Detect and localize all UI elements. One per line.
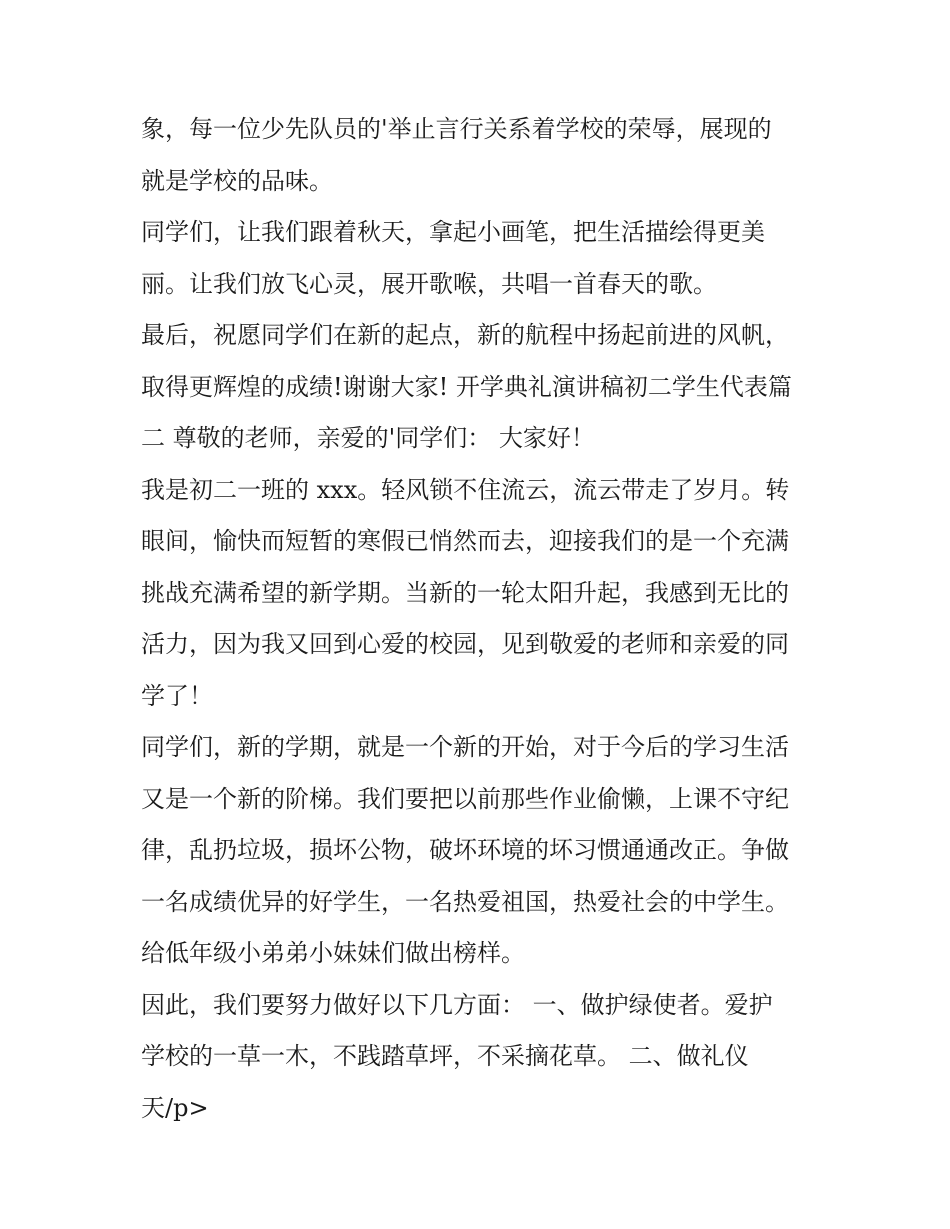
text-line: 又是一个新的阶梯。我们要把以前那些作业偷懒，上课不守纪 xyxy=(141,784,789,813)
text-line: 活力，因为我又回到心爱的校园，见到敬爱的老师和亲爱的同 xyxy=(141,630,789,658)
text-line: 就是学校的品味。 xyxy=(141,166,333,195)
speech-text-body xyxy=(141,104,821,1134)
text-line: 因此，我们要努力做好以下几方面： 一、做护绿使者。爱护 xyxy=(141,990,773,1019)
text-line: 我是初二一班的 xxx。轻风锁不住流云，流云带走了岁月。转 xyxy=(141,475,790,504)
text-line: 最后，祝愿同学们在新的起点，新的航程中扬起前进的风帆， xyxy=(141,321,789,349)
text-line: 给低年级小弟弟小妹妹们做出榜样。 xyxy=(141,939,525,967)
text-line: 二 尊敬的老师，亲爱的'同学们： 大家好！ xyxy=(141,424,595,452)
text-line: 眼间，愉快而短暂的寒假已悄然而去，迎接我们的是一个充满 xyxy=(141,527,789,555)
text-line: 挑战充满希望的新学期。当新的一轮太阳升起，我感到无比的 xyxy=(141,578,789,607)
text-line: 学校的一草一木，不践踏草坪，不采摘花草。 二、做礼仪 xyxy=(141,1042,749,1070)
text-line: 学了！ xyxy=(141,681,213,710)
text-line: 丽。让我们放飞心灵，展开歌喉，共唱一首春天的歌。 xyxy=(141,269,717,298)
text-line: 律，乱扔垃圾，损坏公物，破坏环境的坏习惯通通改正。争做 xyxy=(141,836,789,864)
text-line: 象，每一位少先队员的'举止言行关系着学校的荣辱，展现的 xyxy=(141,115,772,143)
text-line: 取得更辉煌的成绩!谢谢大家! 开学典礼演讲稿初二学生代表篇 xyxy=(141,372,792,401)
text-line: 一名成绩优异的好学生，一名热爱祖国，热爱社会的中学生。 xyxy=(141,887,789,916)
text-line: 同学们，让我们跟着秋天，拿起小画笔，把生活描绘得更美 xyxy=(141,218,765,246)
text-line: 同学们，新的学期，就是一个新的开始，对于今后的学习生活 xyxy=(141,733,789,761)
text-line: 天/p> xyxy=(141,1093,209,1122)
